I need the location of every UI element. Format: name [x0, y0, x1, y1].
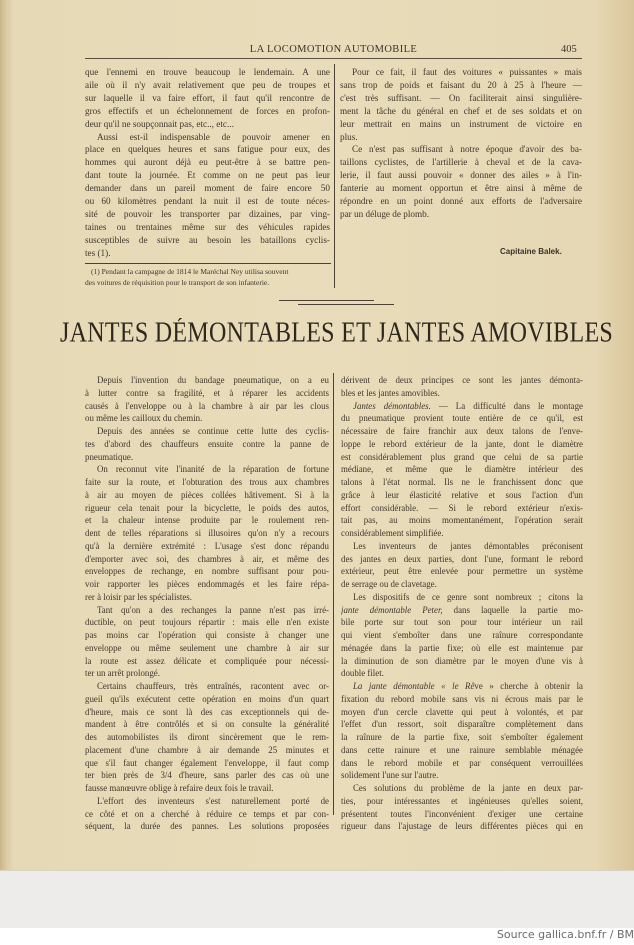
text-line: ou même les cailloux du chemin.	[85, 413, 203, 424]
text-line: ou 60 kilomètres pendant la nuit il est de toute néces-	[85, 196, 330, 207]
scan-margin	[0, 870, 634, 928]
text-line: gueil qu'ils exécutent cette opération en moins d'un quart	[85, 693, 329, 704]
text-line: répondre en un point donné aux efforts de l'adversaire	[340, 196, 582, 207]
text-line: l'effet d'un ressort, soit disparaître complètement dans	[341, 719, 583, 730]
text-line: hommes qui auront déjà eu peut-être à se battre pen-	[85, 157, 330, 168]
text-line: Les dispositifs de ce genre sont nombreux ; citons la	[353, 591, 583, 602]
text-line: ductible, on peut toujours répartir : mais elle n'en existe	[85, 617, 329, 628]
footnote-rule	[85, 263, 331, 264]
text-line: tait pas, au moins momentanément, l'opération serait	[341, 515, 583, 526]
text-line: Tant qu'on a des rechanges la panne n'est pas irré-	[97, 604, 329, 615]
text-line: deur qu'il ne soupçonnait pas, etc.., etc...	[85, 118, 234, 129]
text-line: ties, pour intéressantes et ingénieuses qu'elles soient,	[341, 795, 583, 806]
text-line: rigueur cela tenait pour la bicyclette, le poids des autos,	[85, 502, 329, 513]
text-line: Aussi est-il indispensable de pouvoir amener en	[97, 131, 330, 142]
text-line: talons à l'état normal. Ils ne le franchissent donc que	[341, 477, 583, 487]
article-column-divider	[333, 373, 334, 815]
text-line: médiane, et même que le diamètre intérieur des	[341, 464, 583, 475]
top-column-divider	[334, 64, 335, 288]
text-line: tes d'abord des chauffeurs ensuite contre la panne de	[85, 438, 329, 449]
text-line: sans trop de poids et faisant du 20 à 25 à l'heure —	[340, 79, 582, 90]
text-line: place en quelques heures et sans fatigue pour eux, des	[85, 144, 330, 155]
text-line: plus.	[340, 131, 358, 142]
text-line: ménagée dans la partie fixe; où elle est maintenue par	[341, 642, 583, 653]
text-line: d'heure, mais ce sont là des cas exceptionnels qui de-	[85, 706, 329, 717]
text-line: Ce n'est pas suffisant à notre époque d'avoir des ba-	[352, 144, 582, 155]
text-line: Ces solutions du problème de la jante en deux par-	[353, 783, 583, 793]
running-title: LA LOCOMOTION AUTOMOBILE	[249, 44, 418, 55]
text-line: qu'à la dernière extrémité : L'usage s'est donc répandu	[85, 540, 329, 551]
text-line: lerie, il faut aussi pouvoir « donner des ailes » à l'in-	[340, 170, 582, 181]
text-line: placement d'une chambre à air demande 25 minutes et	[85, 744, 329, 755]
text-line: ter bien près de 3/4 d'heure, sans parler des cas où une	[85, 770, 329, 781]
text-line: enveloppes de rechange, en nombre suffisant pour pou-	[85, 566, 329, 577]
text-line: La jante démontable « le Rêve » cherche à obtenir la	[353, 681, 583, 691]
text-line: voir rapporter les pièces endommagés et les faire répa-	[85, 579, 329, 589]
text-line: c'est très suffisant. — On faciliterait ainsi singulière-	[340, 92, 582, 103]
text-line: dérivent de deux principes ce sont les jantes démonta-	[341, 375, 583, 385]
text-line: rigueur dans l'ajustage de leurs différentes pièces qui en	[341, 821, 583, 832]
text-line: moyen d'un cercle clavette qui peut à volontés, et par	[341, 706, 583, 717]
text-line: la route est assez délicate et compliquée pour nécessi-	[85, 655, 329, 666]
text-line: dans le rebord mobile et par conséquent verrouillées	[341, 757, 583, 768]
text-line: bile porte sur tout son pour tour intérieur un rail	[341, 617, 583, 628]
text-line: par un déluge de plomb.	[340, 208, 430, 219]
text-line: bles et les jantes amovibles.	[341, 387, 440, 398]
text-line: jante démontable Peter, dans laquelle la partie mo-	[341, 604, 583, 615]
text-line: à air au moyen de pièces collées hâtivement. Si à la	[85, 489, 329, 500]
text-line: extérieur, peut être enlevée pour permettre un système	[341, 566, 583, 577]
ornament-rule	[298, 304, 394, 305]
text-line: aile où il n'y avait relativement que peu de troupes et	[85, 79, 330, 90]
text-line: effort considérable. — Si le rebord extérieur n'exis-	[341, 502, 583, 513]
top-article-left-column	[85, 66, 330, 260]
text-line: ce côté et on a cherché à réduire ce temps et par con-	[85, 808, 329, 819]
text-line: présentent toutes l'inconvénient d'exiger une certaine	[341, 808, 583, 819]
text-line: rer à loisir par les spécialistes.	[85, 591, 192, 602]
text-line: On reconnut vite l'inanité de la réparation de fortune	[97, 464, 329, 475]
text-line: fixation du rebord mobile sans vis ni écrous mais par le	[341, 693, 583, 704]
ornament-rule	[279, 300, 374, 301]
text-line: d'emporter avec soi, des chambres à air, et même des	[85, 553, 329, 564]
text-line: L'effort des inventeurs s'est naturellement porté de	[97, 795, 329, 806]
text-line: Jantes démontables. — La difficulté dans le montage	[353, 400, 583, 411]
text-line: Pour ce fait, il faut des voitures « puissantes » mais	[352, 67, 582, 77]
text-line: à lutter contre sa fragilité, et à réparer les accidents	[85, 387, 329, 398]
text-line: fausse manœuvre oblige à refaire deux fois le travail.	[85, 783, 274, 793]
text-line: la diminution de son diamètre par le moyen d'une vis à	[341, 655, 583, 666]
text-line: demander dans un pareil moment de faire encore 50	[85, 183, 330, 194]
header-rule	[85, 58, 582, 59]
text-line: est considérablement plus grand que celui de sa partie	[341, 451, 583, 462]
text-line: causés à l'enveloppe ou à la chambre à air par les clous	[85, 400, 329, 411]
text-line: tes (1).	[85, 247, 111, 258]
text-line: solidement l'une sur l'autre.	[341, 770, 439, 781]
text-line: dans cette rainure et une rainure semblable ménagée	[341, 744, 583, 755]
page-number: 405	[561, 44, 577, 55]
text-line: double filet.	[341, 668, 384, 679]
text-line: dant toute la journée. Et comme on ne peut pas leur	[85, 170, 330, 181]
text-line: sur laquelle il va faire effort, il faut qu'il rencontre de	[85, 92, 330, 103]
footnote-line: (1) Pendant la campagne de 1814 le Maréchal Ney utilisa souvent	[91, 267, 289, 276]
text-line: sité de pouvoir les transporter par dizaines, par ving-	[85, 208, 330, 219]
text-line: Les inventeurs de jantes démontables préconisent	[353, 540, 583, 551]
text-line: des automobilistes ils diront sincèrement que le rem-	[85, 732, 329, 742]
text-line: Certains chauffeurs, très entraînés, racontent avec or-	[97, 681, 329, 691]
text-line: de serrage ou de clavetage.	[341, 579, 437, 589]
footnote	[85, 267, 330, 288]
text-line: des jantes en deux parties, dont l'une, formant le rebord	[341, 553, 583, 564]
text-line: du pneumatique provient toute entière de ce qu'il, est	[341, 413, 583, 424]
article-left-column	[85, 374, 329, 833]
text-line: la raînure de la partie fixe, soit s'emboîter également	[341, 732, 583, 742]
text-line: Depuis l'invention du bandage pneumatique, on a eu	[97, 375, 329, 385]
article-right-column	[341, 374, 583, 833]
text-line: qui vient s'emboîter dans une raînure correspondante	[341, 630, 583, 640]
source-credit: Source gallica.bnf.fr / BM	[496, 928, 634, 941]
text-line: enveloppe ou même seulement une chambre à air sur	[85, 642, 329, 653]
text-line: ment la tâche du général en chef et de ses soldats et on	[340, 105, 582, 116]
text-line: susceptibles de suivre au besoin les bataillons cyclis-	[85, 234, 330, 245]
text-line: pas moins car l'opération qui consiste à changer une	[85, 630, 329, 640]
text-line: Depuis des années se continue cette lutte des cyclis-	[97, 426, 329, 436]
text-line: dent de telles réparations si illusoires qu'on n'y a recours	[85, 528, 329, 538]
text-line: ter un arrêt prolongé.	[85, 668, 160, 679]
signature: Capitaine Balek.	[500, 247, 562, 256]
text-line: gros effectifs et un échelonnement de forces en profon-	[85, 105, 330, 116]
text-line: et la chaleur intense produite par le roulement ren-	[85, 515, 329, 526]
text-line: grâce à leur élasticité relative et sous l'action d'un	[341, 489, 583, 500]
text-line: nécessaire de faire franchir aux deux talons de l'enve-	[341, 426, 583, 436]
text-line: leur mettrait en mains un instrument de victoire en	[340, 118, 582, 129]
article-title: JANTES DÉMONTABLES ET JANTES AMOVIBLES	[60, 318, 614, 349]
text-line: séquent, la durée des pannes. Les solutions proposées	[85, 821, 329, 832]
text-line: fanterie au moment opportun et être ainsi à même de	[340, 183, 582, 194]
text-line: loppe le rebord extérieur de la jante, dont le diamètre	[341, 438, 583, 449]
text-line: considérablement simplifiée.	[341, 528, 444, 538]
text-line: taines ou trentaines même sur des véhicules rapides	[85, 221, 330, 232]
text-line: pneumatique.	[85, 451, 134, 462]
text-line: que s'il faut changer également l'enveloppe, il faut comp	[85, 757, 329, 768]
top-article-right-column	[340, 66, 582, 221]
text-line: que l'ennemi en trouve beaucoup le lendemain. A une	[85, 67, 330, 77]
text-line: mandent à être contrôlés et si on consulte la généralité	[85, 719, 329, 730]
text-line: faite sur la route, et l'obturation des trous aux chambres	[85, 477, 329, 487]
footnote-line: des voitures de réquisition pour le transport de son infanterie.	[85, 277, 270, 287]
text-line: taillons cyclistes, de l'artillerie à cheval et de la cava-	[340, 157, 582, 168]
